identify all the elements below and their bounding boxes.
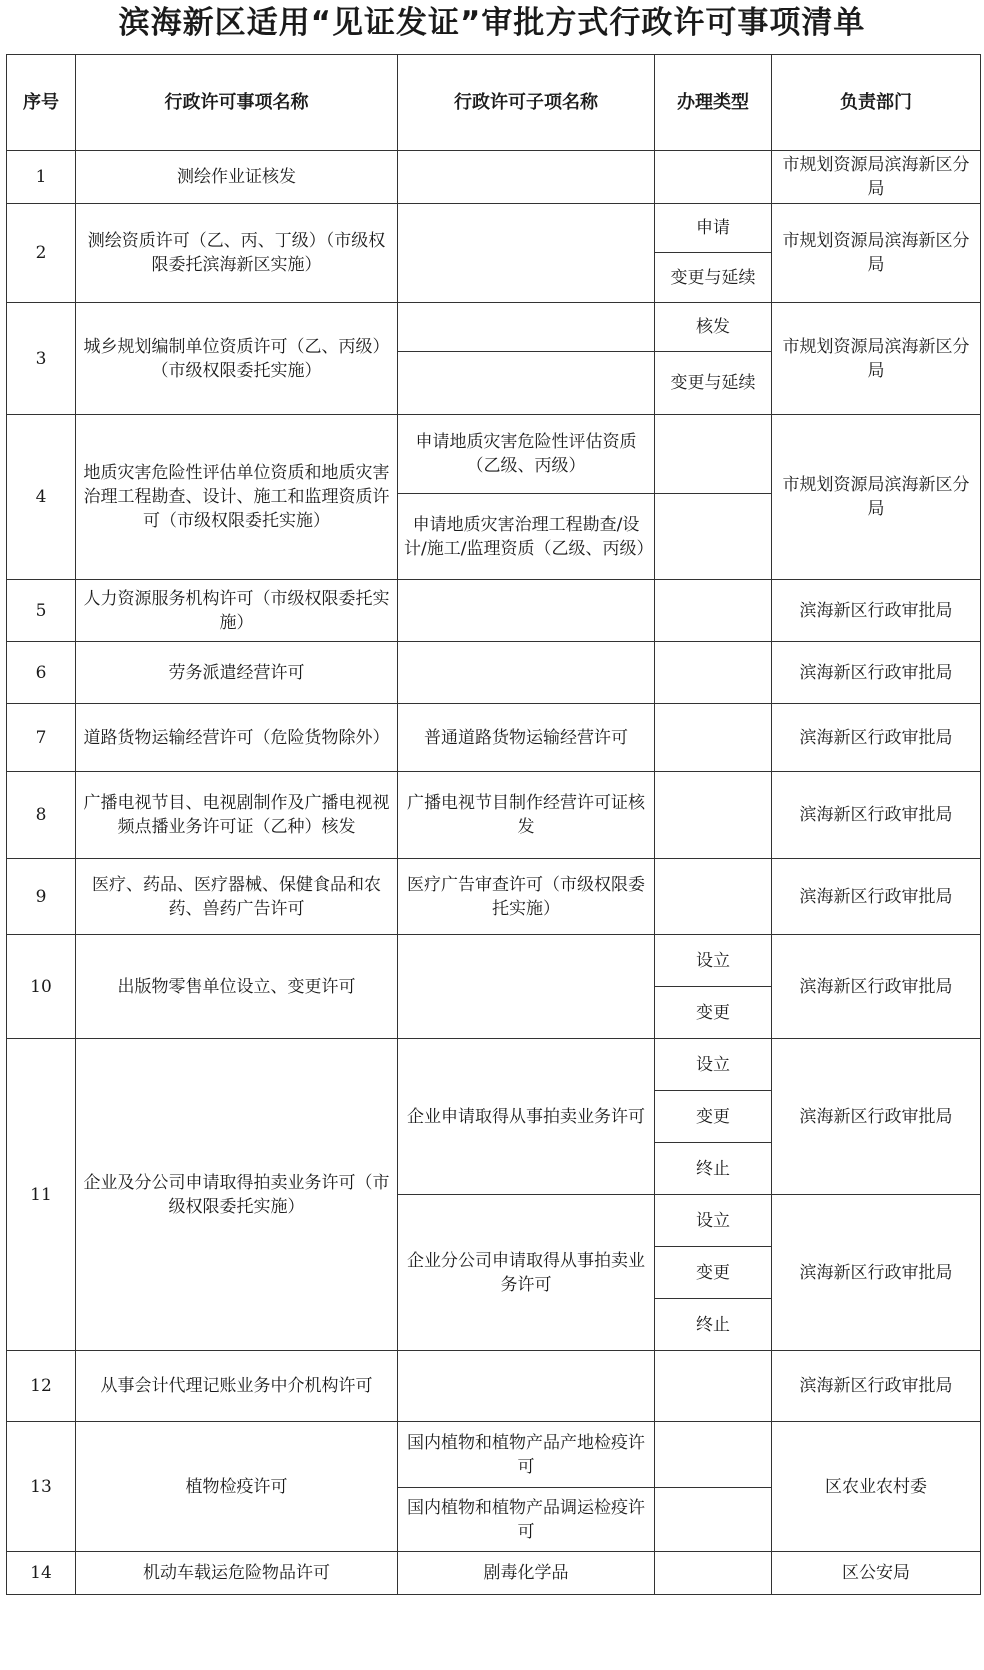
row-subitem: 广播电视节目制作经营许可证核发 — [398, 772, 655, 859]
row-dept: 滨海新区行政审批局 — [772, 704, 981, 772]
row-type — [655, 772, 772, 859]
row-subitem — [398, 580, 655, 642]
row-type: 核发 — [655, 303, 772, 352]
row-item: 机动车载运危险物品许可 — [76, 1552, 398, 1595]
row-type — [655, 704, 772, 772]
row-type: 设立 — [655, 935, 772, 987]
header-item: 行政许可事项名称 — [76, 55, 398, 151]
table-row — [7, 772, 981, 859]
row-subitem: 剧毒化学品 — [398, 1552, 655, 1595]
row-item: 测绘资质许可（乙、丙、丁级）（市级权限委托滨海新区实施） — [76, 204, 398, 303]
row-item: 出版物零售单位设立、变更许可 — [76, 935, 398, 1039]
row-index: 8 — [7, 772, 76, 859]
row-type: 申请 — [655, 204, 772, 253]
row-type: 变更 — [655, 987, 772, 1039]
row-item: 人力资源服务机构许可（市级权限委托实施） — [76, 580, 398, 642]
row-index: 5 — [7, 580, 76, 642]
row-dept: 市规划资源局滨海新区分局 — [772, 415, 981, 580]
row-index: 14 — [7, 1552, 76, 1595]
row-item: 植物检疫许可 — [76, 1422, 398, 1552]
row-index: 3 — [7, 303, 76, 415]
row-type — [655, 1488, 772, 1552]
row-index: 2 — [7, 204, 76, 303]
row-type: 设立 — [655, 1039, 772, 1091]
row-dept: 滨海新区行政审批局 — [772, 935, 981, 1039]
row-type — [655, 580, 772, 642]
table-row — [7, 859, 981, 935]
row-type: 变更 — [655, 1247, 772, 1299]
row-type: 变更与延续 — [655, 253, 772, 303]
row-type: 变更与延续 — [655, 352, 772, 415]
row-item: 道路货物运输经营许可（危险货物除外） — [76, 704, 398, 772]
row-subitem: 企业分公司申请取得从事拍卖业务许可 — [398, 1195, 655, 1351]
row-subitem: 普通道路货物运输经营许可 — [398, 704, 655, 772]
row-type: 设立 — [655, 1195, 772, 1247]
row-item: 城乡规划编制单位资质许可（乙、丙级）（市级权限委托实施） — [76, 303, 398, 415]
table-row — [7, 415, 981, 494]
row-type — [655, 151, 772, 204]
row-item: 企业及分公司申请取得拍卖业务许可（市级权限委托实施） — [76, 1039, 398, 1351]
row-dept: 市规划资源局滨海新区分局 — [772, 204, 981, 303]
row-index: 11 — [7, 1039, 76, 1351]
page-title: 滨海新区适用“见证发证”审批方式行政许可事项清单 — [118, 5, 866, 41]
header-type: 办理类型 — [655, 55, 772, 151]
table-row — [7, 1422, 981, 1488]
row-index: 1 — [7, 151, 76, 204]
table-row — [7, 704, 981, 772]
row-type — [655, 1351, 772, 1422]
row-index: 10 — [7, 935, 76, 1039]
row-type — [655, 1422, 772, 1488]
row-subitem — [398, 303, 655, 352]
row-dept: 市规划资源局滨海新区分局 — [772, 303, 981, 415]
row-item: 地质灾害危险性评估单位资质和地质灾害治理工程勘查、设计、施工和监理资质许可（市级权限委托实施） — [76, 415, 398, 580]
row-type: 终止 — [655, 1143, 772, 1195]
row-subitem — [398, 352, 655, 415]
row-index: 9 — [7, 859, 76, 935]
row-dept: 滨海新区行政审批局 — [772, 1351, 981, 1422]
row-index: 4 — [7, 415, 76, 580]
row-subitem — [398, 151, 655, 204]
table-row — [7, 935, 981, 987]
row-type: 终止 — [655, 1299, 772, 1351]
row-subitem: 国内植物和植物产品调运检疫许可 — [398, 1488, 655, 1552]
row-type — [655, 1552, 772, 1595]
row-dept: 滨海新区行政审批局 — [772, 1195, 981, 1351]
table-row — [7, 151, 981, 204]
row-type — [655, 494, 772, 580]
row-subitem — [398, 1351, 655, 1422]
row-dept: 滨海新区行政审批局 — [772, 859, 981, 935]
row-dept: 市规划资源局滨海新区分局 — [772, 151, 981, 204]
row-type — [655, 415, 772, 494]
table-row — [7, 1351, 981, 1422]
header-dept: 负责部门 — [772, 55, 981, 151]
header-subitem: 行政许可子项名称 — [398, 55, 655, 151]
row-subitem: 企业申请取得从事拍卖业务许可 — [398, 1039, 655, 1195]
table-row — [7, 1552, 981, 1595]
table-row — [7, 642, 981, 704]
table-row — [7, 204, 981, 253]
row-type: 变更 — [655, 1091, 772, 1143]
table-row — [7, 580, 981, 642]
table-header-row — [7, 55, 981, 151]
row-item: 劳务派遣经营许可 — [76, 642, 398, 704]
row-subitem: 申请地质灾害危险性评估资质（乙级、丙级） — [398, 415, 655, 494]
row-item: 测绘作业证核发 — [76, 151, 398, 204]
table-row — [7, 303, 981, 352]
row-dept: 滨海新区行政审批局 — [772, 642, 981, 704]
header-index: 序号 — [7, 55, 76, 151]
row-dept: 区农业农村委 — [772, 1422, 981, 1552]
row-index: 12 — [7, 1351, 76, 1422]
row-subitem — [398, 935, 655, 1039]
row-index: 6 — [7, 642, 76, 704]
row-subitem: 申请地质灾害治理工程勘查/设计/施工/监理资质（乙级、丙级） — [398, 494, 655, 580]
row-item: 医疗、药品、医疗器械、保健食品和农药、兽药广告许可 — [76, 859, 398, 935]
row-subitem: 医疗广告审查许可（市级权限委托实施） — [398, 859, 655, 935]
row-subitem — [398, 204, 655, 303]
row-subitem — [398, 642, 655, 704]
row-index: 13 — [7, 1422, 76, 1552]
row-dept: 滨海新区行政审批局 — [772, 772, 981, 859]
row-dept: 滨海新区行政审批局 — [772, 1039, 981, 1195]
table-row — [7, 1039, 981, 1091]
row-dept: 区公安局 — [772, 1552, 981, 1595]
permit-table — [6, 54, 981, 1595]
row-type — [655, 859, 772, 935]
row-item: 广播电视节目、电视剧制作及广播电视视频点播业务许可证（乙种）核发 — [76, 772, 398, 859]
row-item: 从事会计代理记账业务中介机构许可 — [76, 1351, 398, 1422]
row-subitem: 国内植物和植物产品产地检疫许可 — [398, 1422, 655, 1488]
row-dept: 滨海新区行政审批局 — [772, 580, 981, 642]
row-index: 7 — [7, 704, 76, 772]
row-type — [655, 642, 772, 704]
